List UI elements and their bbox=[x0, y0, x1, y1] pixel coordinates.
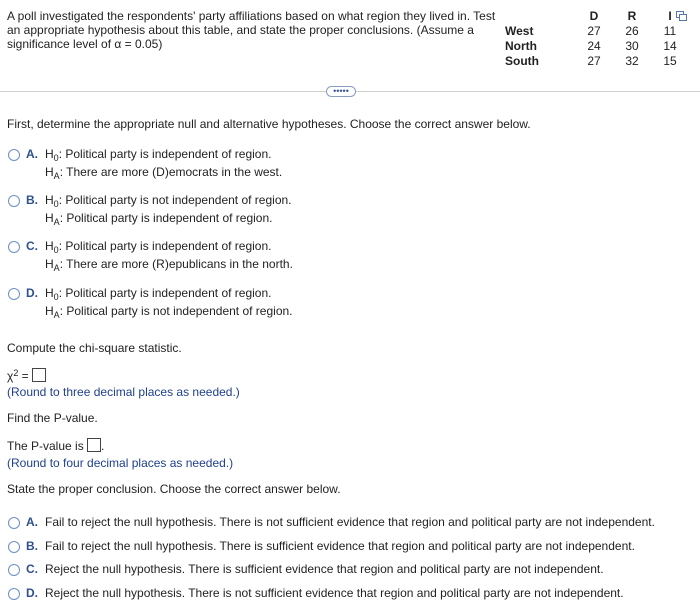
chi-square-prompt: Compute the chi-square statistic. bbox=[7, 341, 182, 355]
ha-text: : There are more (R)epublicans in the north. bbox=[59, 257, 293, 271]
column-header: D bbox=[589, 9, 599, 23]
chi-square-answer-input[interactable] bbox=[32, 368, 46, 382]
ha-symbol: H bbox=[45, 211, 54, 225]
table-cell: 26 bbox=[625, 24, 639, 38]
copy-icon[interactable] bbox=[676, 11, 688, 21]
pvalue-period: . bbox=[101, 439, 105, 453]
row-header: North bbox=[505, 39, 537, 53]
h0-symbol: H bbox=[45, 147, 54, 161]
conclusion-option-a-radio[interactable] bbox=[8, 517, 20, 529]
chi-equals: = bbox=[18, 369, 29, 383]
table-row bbox=[505, 24, 689, 39]
table-cell: 14 bbox=[663, 39, 677, 53]
table-header-row bbox=[505, 9, 689, 24]
pvalue-hint: (Round to four decimal places as needed.) bbox=[7, 456, 234, 470]
option-letter: A. bbox=[26, 515, 38, 529]
option-letter: A. bbox=[26, 147, 38, 161]
hypothesis-option-a-h0[interactable] bbox=[45, 147, 271, 162]
conclusion-option-c-radio[interactable] bbox=[8, 564, 20, 576]
h0-text: : Political party is independent of region. bbox=[58, 147, 272, 161]
column-header: I bbox=[668, 9, 672, 23]
conclusion-prompt: State the proper conclusion. Choose the correct answer below. bbox=[7, 482, 341, 496]
h0-text: : Political party is independent of region. bbox=[58, 286, 272, 300]
h0-symbol: H bbox=[45, 286, 54, 300]
hypotheses-prompt: First, determine the appropriate null and alternative hypotheses. Choose the correct answer below. bbox=[7, 117, 531, 131]
conclusion-option-d-radio[interactable] bbox=[8, 588, 20, 600]
hypothesis-option-c-ha[interactable] bbox=[45, 257, 293, 272]
h0-subscript: 0 bbox=[53, 292, 59, 302]
contingency-table bbox=[505, 9, 689, 69]
pvalue-label: The P-value is bbox=[7, 439, 84, 453]
option-letter: B. bbox=[26, 539, 38, 553]
conclusion-option-c-text[interactable]: Reject the null hypothesis. There is sufficient evidence that region and political party are not independent. bbox=[45, 562, 604, 576]
ha-subscript: A bbox=[53, 310, 60, 320]
option-letter: C. bbox=[26, 562, 38, 576]
hypothesis-option-d-radio[interactable] bbox=[8, 288, 20, 300]
option-letter: C. bbox=[26, 239, 38, 253]
h0-symbol: H bbox=[45, 193, 54, 207]
ha-text: : Political party is not independent of region. bbox=[59, 304, 293, 318]
conclusion-option-d-text[interactable]: Reject the null hypothesis. There is not sufficient evidence that region and political party are not independent. bbox=[45, 586, 624, 600]
pvalue-prompt: Find the P-value. bbox=[7, 411, 98, 425]
ha-text: : There are more (D)emocrats in the west. bbox=[59, 165, 283, 179]
ha-symbol: H bbox=[45, 304, 54, 318]
ha-subscript: A bbox=[53, 263, 60, 273]
ha-text: : Political party is independent of region. bbox=[59, 211, 273, 225]
ha-symbol: H bbox=[45, 257, 54, 271]
hypothesis-option-b-radio[interactable] bbox=[8, 195, 20, 207]
row-header: South bbox=[505, 54, 539, 68]
option-letter: B. bbox=[26, 193, 38, 207]
h0-subscript: 0 bbox=[53, 153, 59, 163]
table-cell: 32 bbox=[625, 54, 639, 68]
table-cell: 11 bbox=[663, 24, 677, 38]
option-letter: D. bbox=[26, 286, 38, 300]
conclusion-option-b-radio[interactable] bbox=[8, 541, 20, 553]
row-header: West bbox=[505, 24, 534, 38]
table-cell: 27 bbox=[587, 24, 601, 38]
chi-symbol: χ bbox=[7, 369, 14, 383]
pvalue-answer-input[interactable] bbox=[87, 438, 101, 452]
hypothesis-option-a-ha[interactable] bbox=[45, 165, 282, 180]
h0-text: : Political party is not independent of region. bbox=[58, 193, 292, 207]
problem-statement: A poll investigated the respondents' party affiliations based on what region they lived in. Test an appropriate hypothesis about this table, and state the proper conclusions. (Assume a significance level of α = 0.05) bbox=[7, 9, 496, 51]
expand-more-button[interactable]: ••••• bbox=[326, 86, 356, 97]
h0-subscript: 0 bbox=[53, 199, 59, 209]
table-row bbox=[505, 54, 689, 69]
table-corner bbox=[505, 9, 575, 24]
conclusion-option-b-text[interactable]: Fail to reject the null hypothesis. There is sufficient evidence that region and political party are not independent. bbox=[45, 539, 635, 553]
hypothesis-option-c-radio[interactable] bbox=[8, 241, 20, 253]
ha-subscript: A bbox=[53, 171, 60, 181]
table-cell: 27 bbox=[587, 54, 601, 68]
hypothesis-option-a-radio[interactable] bbox=[8, 149, 20, 161]
ha-subscript: A bbox=[53, 217, 60, 227]
table-cell: 30 bbox=[625, 39, 639, 53]
hypothesis-option-b-h0[interactable] bbox=[45, 193, 292, 208]
h0-text: : Political party is independent of region. bbox=[58, 239, 272, 253]
table-cell: 24 bbox=[587, 39, 601, 53]
chi-square-hint: (Round to three decimal places as needed.) bbox=[7, 385, 240, 399]
h0-subscript: 0 bbox=[53, 245, 59, 255]
chi-square-line bbox=[7, 368, 46, 383]
chi-exponent: 2 bbox=[13, 368, 19, 378]
pvalue-line bbox=[7, 438, 104, 453]
table-cell: 15 bbox=[663, 54, 677, 68]
column-header: R bbox=[627, 9, 637, 23]
ha-symbol: H bbox=[45, 165, 54, 179]
hypothesis-option-d-h0[interactable] bbox=[45, 286, 271, 301]
hypothesis-option-d-ha[interactable] bbox=[45, 304, 293, 319]
table-row bbox=[505, 39, 689, 54]
hypothesis-option-c-h0[interactable] bbox=[45, 239, 271, 254]
option-letter: D. bbox=[26, 586, 38, 600]
h0-symbol: H bbox=[45, 239, 54, 253]
conclusion-option-a-text[interactable]: Fail to reject the null hypothesis. There is not sufficient evidence that region and political party are not independent. bbox=[45, 515, 655, 529]
hypothesis-option-b-ha[interactable] bbox=[45, 211, 272, 226]
